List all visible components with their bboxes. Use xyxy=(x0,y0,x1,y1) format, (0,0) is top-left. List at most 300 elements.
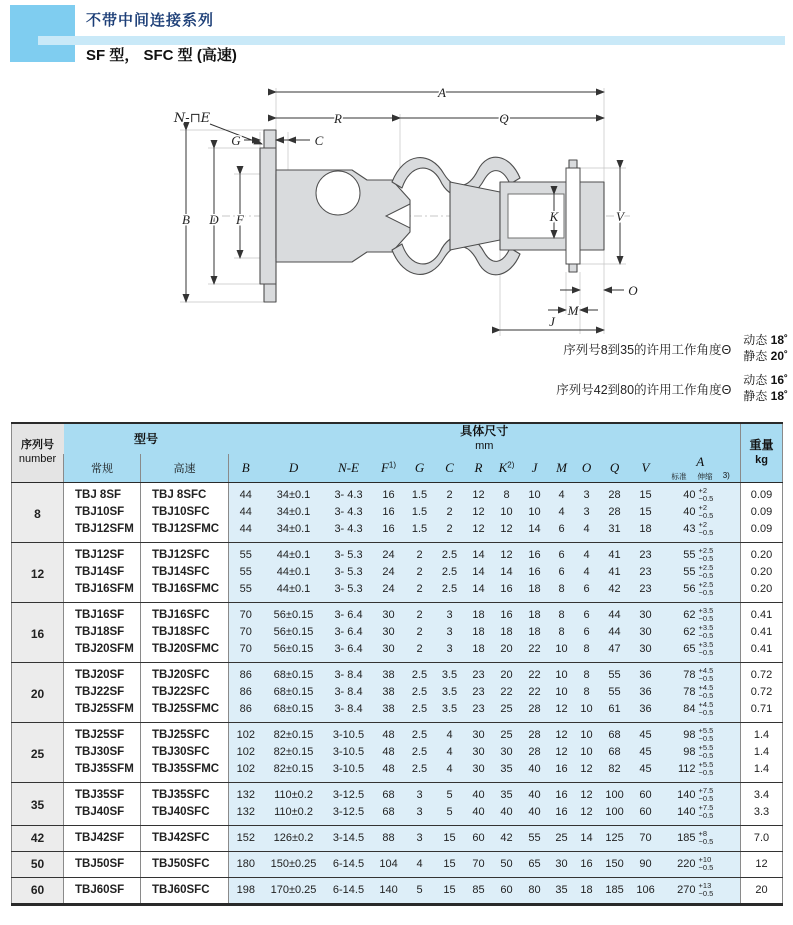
dim-label-J: J xyxy=(549,314,555,329)
cell-model-high-speed: TBJ40SFC xyxy=(141,804,229,826)
cell-model-high-speed: TBJ30SFC xyxy=(141,744,229,761)
cell-C: 5 xyxy=(435,804,465,826)
cell-NE: 3- 5.3 xyxy=(325,542,373,564)
header-serial-en: number xyxy=(18,452,57,465)
cell-M: 25 xyxy=(549,825,575,851)
cell-weight: 0.09 xyxy=(741,521,783,543)
cell-NE: 3- 4.3 xyxy=(325,504,373,521)
cell-B: 70 xyxy=(229,602,263,624)
cell-A-tolerance: +3.5 −0.5 xyxy=(697,602,741,624)
cell-C: 3 xyxy=(435,602,465,624)
cell-NE: 3- 6.4 xyxy=(325,602,373,624)
cell-C: 15 xyxy=(435,877,465,904)
cell-B: 55 xyxy=(229,581,263,603)
cell-A-value: 62 xyxy=(661,624,697,641)
table-row xyxy=(12,722,783,744)
cell-Q: 41 xyxy=(599,564,631,581)
cell-weight: 0.41 xyxy=(741,641,783,663)
cell-R: 12 xyxy=(465,521,493,543)
cell-V: 23 xyxy=(631,581,661,603)
cell-O: 4 xyxy=(575,521,599,543)
cell-weight: 0.72 xyxy=(741,684,783,701)
cell-model-high-speed: TBJ12SFMC xyxy=(141,521,229,543)
cell-J: 65 xyxy=(521,851,549,877)
cell-model-regular: TBJ42SF xyxy=(64,825,141,851)
cell-F: 48 xyxy=(373,722,405,744)
cell-D: 56±0.15 xyxy=(263,641,325,663)
table-row xyxy=(12,641,783,663)
cell-O: 16 xyxy=(575,851,599,877)
cell-D: 126±0.2 xyxy=(263,825,325,851)
cell-B: 44 xyxy=(229,521,263,543)
cell-A-value: 55 xyxy=(661,564,697,581)
cell-Q: 68 xyxy=(599,722,631,744)
cell-NE: 3-10.5 xyxy=(325,744,373,761)
cell-J: 14 xyxy=(521,521,549,543)
cell-model-regular: TBJ25SF xyxy=(64,722,141,744)
spec-table-body xyxy=(12,482,783,904)
cell-K: 20 xyxy=(493,641,521,663)
cell-model-regular: TBJ 8SF xyxy=(64,482,141,504)
cell-Q: 185 xyxy=(599,877,631,904)
cell-C: 15 xyxy=(435,851,465,877)
cell-model-regular: TBJ30SF xyxy=(64,744,141,761)
table-row xyxy=(12,761,783,783)
cell-D: 68±0.15 xyxy=(263,701,325,723)
cell-weight: 1.4 xyxy=(741,761,783,783)
col-header-D: D xyxy=(263,454,325,483)
cell-NE: 3- 4.3 xyxy=(325,521,373,543)
cell-F: 24 xyxy=(373,564,405,581)
table-row xyxy=(12,504,783,521)
cell-G: 2.5 xyxy=(405,662,435,684)
dim-label-F: F xyxy=(236,212,244,227)
table-row xyxy=(12,804,783,826)
serial-number-cell: 42 xyxy=(12,825,64,851)
cell-A-tolerance: +13 −0.5 xyxy=(697,877,741,904)
cell-Q: 41 xyxy=(599,542,631,564)
cell-A-tolerance: +4.5 −0.5 xyxy=(697,701,741,723)
cell-R: 40 xyxy=(465,804,493,826)
header-model-high-speed: 高速 xyxy=(141,454,229,483)
cell-A-value: 40 xyxy=(661,504,697,521)
cell-model-high-speed: TBJ35SFC xyxy=(141,782,229,804)
cell-D: 56±0.15 xyxy=(263,602,325,624)
cell-R: 70 xyxy=(465,851,493,877)
cell-K: 60 xyxy=(493,877,521,904)
cell-R: 18 xyxy=(465,641,493,663)
table-row xyxy=(12,701,783,723)
cell-D: 34±0.1 xyxy=(263,504,325,521)
cell-R: 60 xyxy=(465,825,493,851)
cell-F: 30 xyxy=(373,602,405,624)
cell-C: 2.5 xyxy=(435,542,465,564)
cell-model-high-speed: TBJ16SFC xyxy=(141,602,229,624)
table-row xyxy=(12,602,783,624)
cell-weight: 0.20 xyxy=(741,564,783,581)
cell-A-value: 65 xyxy=(661,641,697,663)
col-header-V: V xyxy=(631,454,661,483)
cell-F: 68 xyxy=(373,804,405,826)
cell-B: 152 xyxy=(229,825,263,851)
cell-D: 82±0.15 xyxy=(263,744,325,761)
cell-F: 38 xyxy=(373,662,405,684)
cell-Q: 125 xyxy=(599,825,631,851)
cell-V: 60 xyxy=(631,782,661,804)
cell-NE: 6-14.5 xyxy=(325,851,373,877)
col-header-J: J xyxy=(521,454,549,483)
cell-model-high-speed: TBJ14SFC xyxy=(141,564,229,581)
cell-model-regular: TBJ20SF xyxy=(64,662,141,684)
cell-M: 10 xyxy=(549,641,575,663)
cell-V: 36 xyxy=(631,684,661,701)
cell-D: 82±0.15 xyxy=(263,722,325,744)
cell-model-regular: TBJ40SF xyxy=(64,804,141,826)
cell-R: 23 xyxy=(465,662,493,684)
dynamic-label: 动态 xyxy=(743,373,768,388)
cell-O: 12 xyxy=(575,804,599,826)
cell-B: 86 xyxy=(229,662,263,684)
cell-D: 170±0.25 xyxy=(263,877,325,904)
col-header-C: C xyxy=(435,454,465,483)
table-row xyxy=(12,684,783,701)
cell-R: 14 xyxy=(465,581,493,603)
dim-label-Q: Q xyxy=(499,111,509,126)
cell-O: 6 xyxy=(575,602,599,624)
cell-A-value: 270 xyxy=(661,877,697,904)
cell-V: 30 xyxy=(631,641,661,663)
cell-NE: 3-14.5 xyxy=(325,825,373,851)
cell-R: 12 xyxy=(465,482,493,504)
cell-F: 38 xyxy=(373,684,405,701)
cell-model-high-speed: TBJ16SFMC xyxy=(141,581,229,603)
cell-R: 18 xyxy=(465,624,493,641)
cell-model-high-speed: TBJ12SFC xyxy=(141,542,229,564)
cell-weight: 3.4 xyxy=(741,782,783,804)
cell-F: 16 xyxy=(373,482,405,504)
cell-weight: 20 xyxy=(741,877,783,904)
cell-A-tolerance: +2 −0.5 xyxy=(697,504,741,521)
cell-A-value: 98 xyxy=(661,722,697,744)
cell-A-tolerance: +10 −0.5 xyxy=(697,851,741,877)
cell-model-regular: TBJ60SF xyxy=(64,877,141,904)
cell-O: 10 xyxy=(575,701,599,723)
cell-D: 56±0.15 xyxy=(263,624,325,641)
cell-K: 22 xyxy=(493,684,521,701)
cell-A-tolerance: +5.5 −0.5 xyxy=(697,744,741,761)
cell-A-tolerance: +2 −0.5 xyxy=(697,482,741,504)
cell-NE: 3- 8.4 xyxy=(325,701,373,723)
cell-model-high-speed: TBJ18SFC xyxy=(141,624,229,641)
col-header-K: $K^{2)}$ xyxy=(493,454,521,483)
cell-R: 30 xyxy=(465,744,493,761)
cell-M: 16 xyxy=(549,761,575,783)
cell-V: 60 xyxy=(631,804,661,826)
cell-NE: 3-12.5 xyxy=(325,804,373,826)
cell-M: 6 xyxy=(549,564,575,581)
cell-model-high-speed: TBJ25SFC xyxy=(141,722,229,744)
cell-F: 16 xyxy=(373,521,405,543)
cell-B: 132 xyxy=(229,804,263,826)
cell-Q: 31 xyxy=(599,521,631,543)
cell-D: 44±0.1 xyxy=(263,564,325,581)
cell-NE: 3- 6.4 xyxy=(325,641,373,663)
serial-number-cell: 25 xyxy=(12,722,64,782)
cell-model-regular: TBJ18SF xyxy=(64,624,141,641)
serial-number-cell: 8 xyxy=(12,482,64,542)
serial-number-cell: 16 xyxy=(12,602,64,662)
cell-V: 23 xyxy=(631,564,661,581)
cell-K: 25 xyxy=(493,722,521,744)
dim-label-K: K xyxy=(549,209,559,224)
cell-R: 14 xyxy=(465,542,493,564)
cell-K: 16 xyxy=(493,602,521,624)
cell-V: 30 xyxy=(631,602,661,624)
cell-A-tolerance: +7.5 −0.5 xyxy=(697,804,741,826)
cell-A-value: 62 xyxy=(661,602,697,624)
cell-K: 20 xyxy=(493,662,521,684)
cell-V: 30 xyxy=(631,624,661,641)
angle-note-text: 序列号8到35的许用工作角度Θ xyxy=(563,342,732,357)
cell-K: 40 xyxy=(493,804,521,826)
static-label: 静态 xyxy=(743,388,768,403)
cell-K: 14 xyxy=(493,564,521,581)
cell-J: 22 xyxy=(521,684,549,701)
cell-NE: 3-10.5 xyxy=(325,761,373,783)
cell-J: 55 xyxy=(521,825,549,851)
cell-Q: 61 xyxy=(599,701,631,723)
table-row xyxy=(12,624,783,641)
cell-Q: 55 xyxy=(599,662,631,684)
cell-A-value: 140 xyxy=(661,782,697,804)
dim-label-O: O xyxy=(628,283,638,298)
cell-R: 85 xyxy=(465,877,493,904)
serial-number-cell: 60 xyxy=(12,877,64,904)
cell-C: 2 xyxy=(435,504,465,521)
cell-model-high-speed: TBJ35SFMC xyxy=(141,761,229,783)
cell-G: 2.5 xyxy=(405,684,435,701)
cell-J: 10 xyxy=(521,504,549,521)
table-row xyxy=(12,542,783,564)
table-row xyxy=(12,521,783,543)
table-row xyxy=(12,482,783,504)
cell-G: 2.5 xyxy=(405,761,435,783)
cell-B: 198 xyxy=(229,877,263,904)
cell-M: 35 xyxy=(549,877,575,904)
cell-A-tolerance: +5.5 −0.5 xyxy=(697,722,741,744)
cell-D: 44±0.1 xyxy=(263,542,325,564)
cell-G: 2.5 xyxy=(405,701,435,723)
cell-G: 2 xyxy=(405,542,435,564)
cell-G: 2 xyxy=(405,581,435,603)
header-serial-cn: 序列号 xyxy=(21,439,54,452)
cell-NE: 3- 4.3 xyxy=(325,482,373,504)
cell-model-regular: TBJ20SFM xyxy=(64,641,141,663)
cell-C: 4 xyxy=(435,722,465,744)
working-angle-notes xyxy=(470,333,788,413)
decorative-square xyxy=(10,5,75,62)
cell-D: 68±0.15 xyxy=(263,662,325,684)
angle-note-42-80 xyxy=(470,373,788,404)
cell-K: 25 xyxy=(493,701,521,723)
cell-Q: 28 xyxy=(599,482,631,504)
cell-weight: 0.72 xyxy=(741,662,783,684)
table-row xyxy=(12,744,783,761)
header-serial xyxy=(12,423,64,482)
cell-model-high-speed: TBJ42SFC xyxy=(141,825,229,851)
cell-B: 86 xyxy=(229,701,263,723)
cell-J: 18 xyxy=(521,602,549,624)
type-subtitle: SF 型， SFC 型 (高速) xyxy=(86,47,237,64)
cell-J: 28 xyxy=(521,701,549,723)
header-dimensions xyxy=(229,423,741,454)
col-header-G: G xyxy=(405,454,435,483)
cell-G: 1.5 xyxy=(405,521,435,543)
cell-R: 12 xyxy=(465,504,493,521)
cell-K: 50 xyxy=(493,851,521,877)
cell-Q: 150 xyxy=(599,851,631,877)
a-sub-telescopic: 伸缩 xyxy=(697,471,713,481)
cell-G: 3 xyxy=(405,804,435,826)
cell-M: 12 xyxy=(549,722,575,744)
cell-O: 18 xyxy=(575,877,599,904)
cell-V: 15 xyxy=(631,504,661,521)
cell-R: 14 xyxy=(465,564,493,581)
cell-V: 23 xyxy=(631,542,661,564)
dim-label-R: R xyxy=(334,111,342,126)
cell-F: 88 xyxy=(373,825,405,851)
cell-R: 30 xyxy=(465,761,493,783)
cell-D: 82±0.15 xyxy=(263,761,325,783)
cell-F: 140 xyxy=(373,877,405,904)
cell-model-high-speed: TBJ 8SFC xyxy=(141,482,229,504)
col-header-A: A 标准 伸缩 3) xyxy=(661,454,741,483)
cell-C: 3.5 xyxy=(435,684,465,701)
cell-B: 70 xyxy=(229,641,263,663)
header-weight xyxy=(741,423,783,482)
cell-A-value: 112 xyxy=(661,761,697,783)
cell-J: 40 xyxy=(521,804,549,826)
cell-F: 48 xyxy=(373,761,405,783)
col-header-B: B xyxy=(229,454,263,483)
cell-B: 44 xyxy=(229,504,263,521)
cell-model-regular: TBJ16SFM xyxy=(64,581,141,603)
cell-NE: 3-12.5 xyxy=(325,782,373,804)
header-dims-unit: mm xyxy=(475,440,494,453)
cell-R: 23 xyxy=(465,684,493,701)
cell-D: 44±0.1 xyxy=(263,581,325,603)
col-header-F: $F^{1)}$ xyxy=(373,454,405,483)
cell-A-tolerance: +2.5 −0.5 xyxy=(697,542,741,564)
cell-Q: 42 xyxy=(599,581,631,603)
cell-A-tolerance: +2.5 −0.5 xyxy=(697,581,741,603)
cell-weight: 0.09 xyxy=(741,482,783,504)
cell-D: 68±0.15 xyxy=(263,684,325,701)
cell-B: 180 xyxy=(229,851,263,877)
header-dims-title: 具体尺寸 xyxy=(460,424,509,438)
cell-A-value: 185 xyxy=(661,825,697,851)
cell-F: 30 xyxy=(373,641,405,663)
dim-label-C: C xyxy=(314,133,324,148)
cell-C: 3.5 xyxy=(435,662,465,684)
cell-M: 8 xyxy=(549,624,575,641)
dim-label-B: B xyxy=(182,212,190,227)
col-header-Q: Q xyxy=(599,454,631,483)
cell-model-regular: TBJ50SF xyxy=(64,851,141,877)
cell-C: 2 xyxy=(435,521,465,543)
cell-M: 8 xyxy=(549,581,575,603)
cell-C: 2.5 xyxy=(435,564,465,581)
angle-note-8-35 xyxy=(470,333,788,364)
cell-Q: 55 xyxy=(599,684,631,701)
col-header-R: R xyxy=(465,454,493,483)
cell-F: 16 xyxy=(373,504,405,521)
spec-table xyxy=(11,422,783,906)
cell-A-tolerance: +4.5 −0.5 xyxy=(697,662,741,684)
cell-R: 23 xyxy=(465,701,493,723)
cell-A-tolerance: +2 −0.5 xyxy=(697,521,741,543)
cell-K: 16 xyxy=(493,581,521,603)
cell-G: 2.5 xyxy=(405,722,435,744)
cell-J: 40 xyxy=(521,761,549,783)
cell-Q: 100 xyxy=(599,782,631,804)
cell-G: 5 xyxy=(405,877,435,904)
cell-A-value: 56 xyxy=(661,581,697,603)
angle-note-text: 序列号42到80的许用工作角度Θ xyxy=(556,382,732,397)
cell-K: 42 xyxy=(493,825,521,851)
cell-V: 36 xyxy=(631,662,661,684)
cell-weight: 0.71 xyxy=(741,701,783,723)
header-weight-cn: 重量 xyxy=(749,438,774,452)
cell-O: 8 xyxy=(575,662,599,684)
cell-F: 38 xyxy=(373,701,405,723)
cell-O: 8 xyxy=(575,684,599,701)
dim-label-M: M xyxy=(567,303,579,318)
cell-A-tolerance: +2.5 −0.5 xyxy=(697,564,741,581)
cell-V: 36 xyxy=(631,701,661,723)
cell-model-regular: TBJ12SF xyxy=(64,542,141,564)
cell-weight: 0.09 xyxy=(741,504,783,521)
cell-G: 1.5 xyxy=(405,482,435,504)
cell-C: 2 xyxy=(435,482,465,504)
dynamic-label: 动态 xyxy=(743,333,768,347)
header-weight-unit: kg xyxy=(755,454,768,467)
cell-V: 106 xyxy=(631,877,661,904)
cell-A-tolerance: +8 −0.5 xyxy=(697,825,741,851)
cell-B: 86 xyxy=(229,684,263,701)
cell-F: 48 xyxy=(373,744,405,761)
series-title: 不带中间连接系列 xyxy=(86,12,215,29)
cell-weight: 0.20 xyxy=(741,581,783,603)
cell-J: 40 xyxy=(521,782,549,804)
cell-model-high-speed: TBJ50SFC xyxy=(141,851,229,877)
table-row xyxy=(12,877,783,904)
cell-A-value: 140 xyxy=(661,804,697,826)
table-row xyxy=(12,782,783,804)
cell-B: 102 xyxy=(229,761,263,783)
cell-model-regular: TBJ14SF xyxy=(64,564,141,581)
cell-M: 4 xyxy=(549,504,575,521)
cell-model-regular: TBJ22SF xyxy=(64,684,141,701)
static-value: 18˚ xyxy=(770,388,788,403)
cell-A-value: 43 xyxy=(661,521,697,543)
cell-weight: 7.0 xyxy=(741,825,783,851)
cell-G: 2 xyxy=(405,602,435,624)
col-header-NE: N-E xyxy=(325,454,373,483)
cell-K: 10 xyxy=(493,504,521,521)
technical-drawing xyxy=(152,78,652,346)
cell-F: 24 xyxy=(373,581,405,603)
